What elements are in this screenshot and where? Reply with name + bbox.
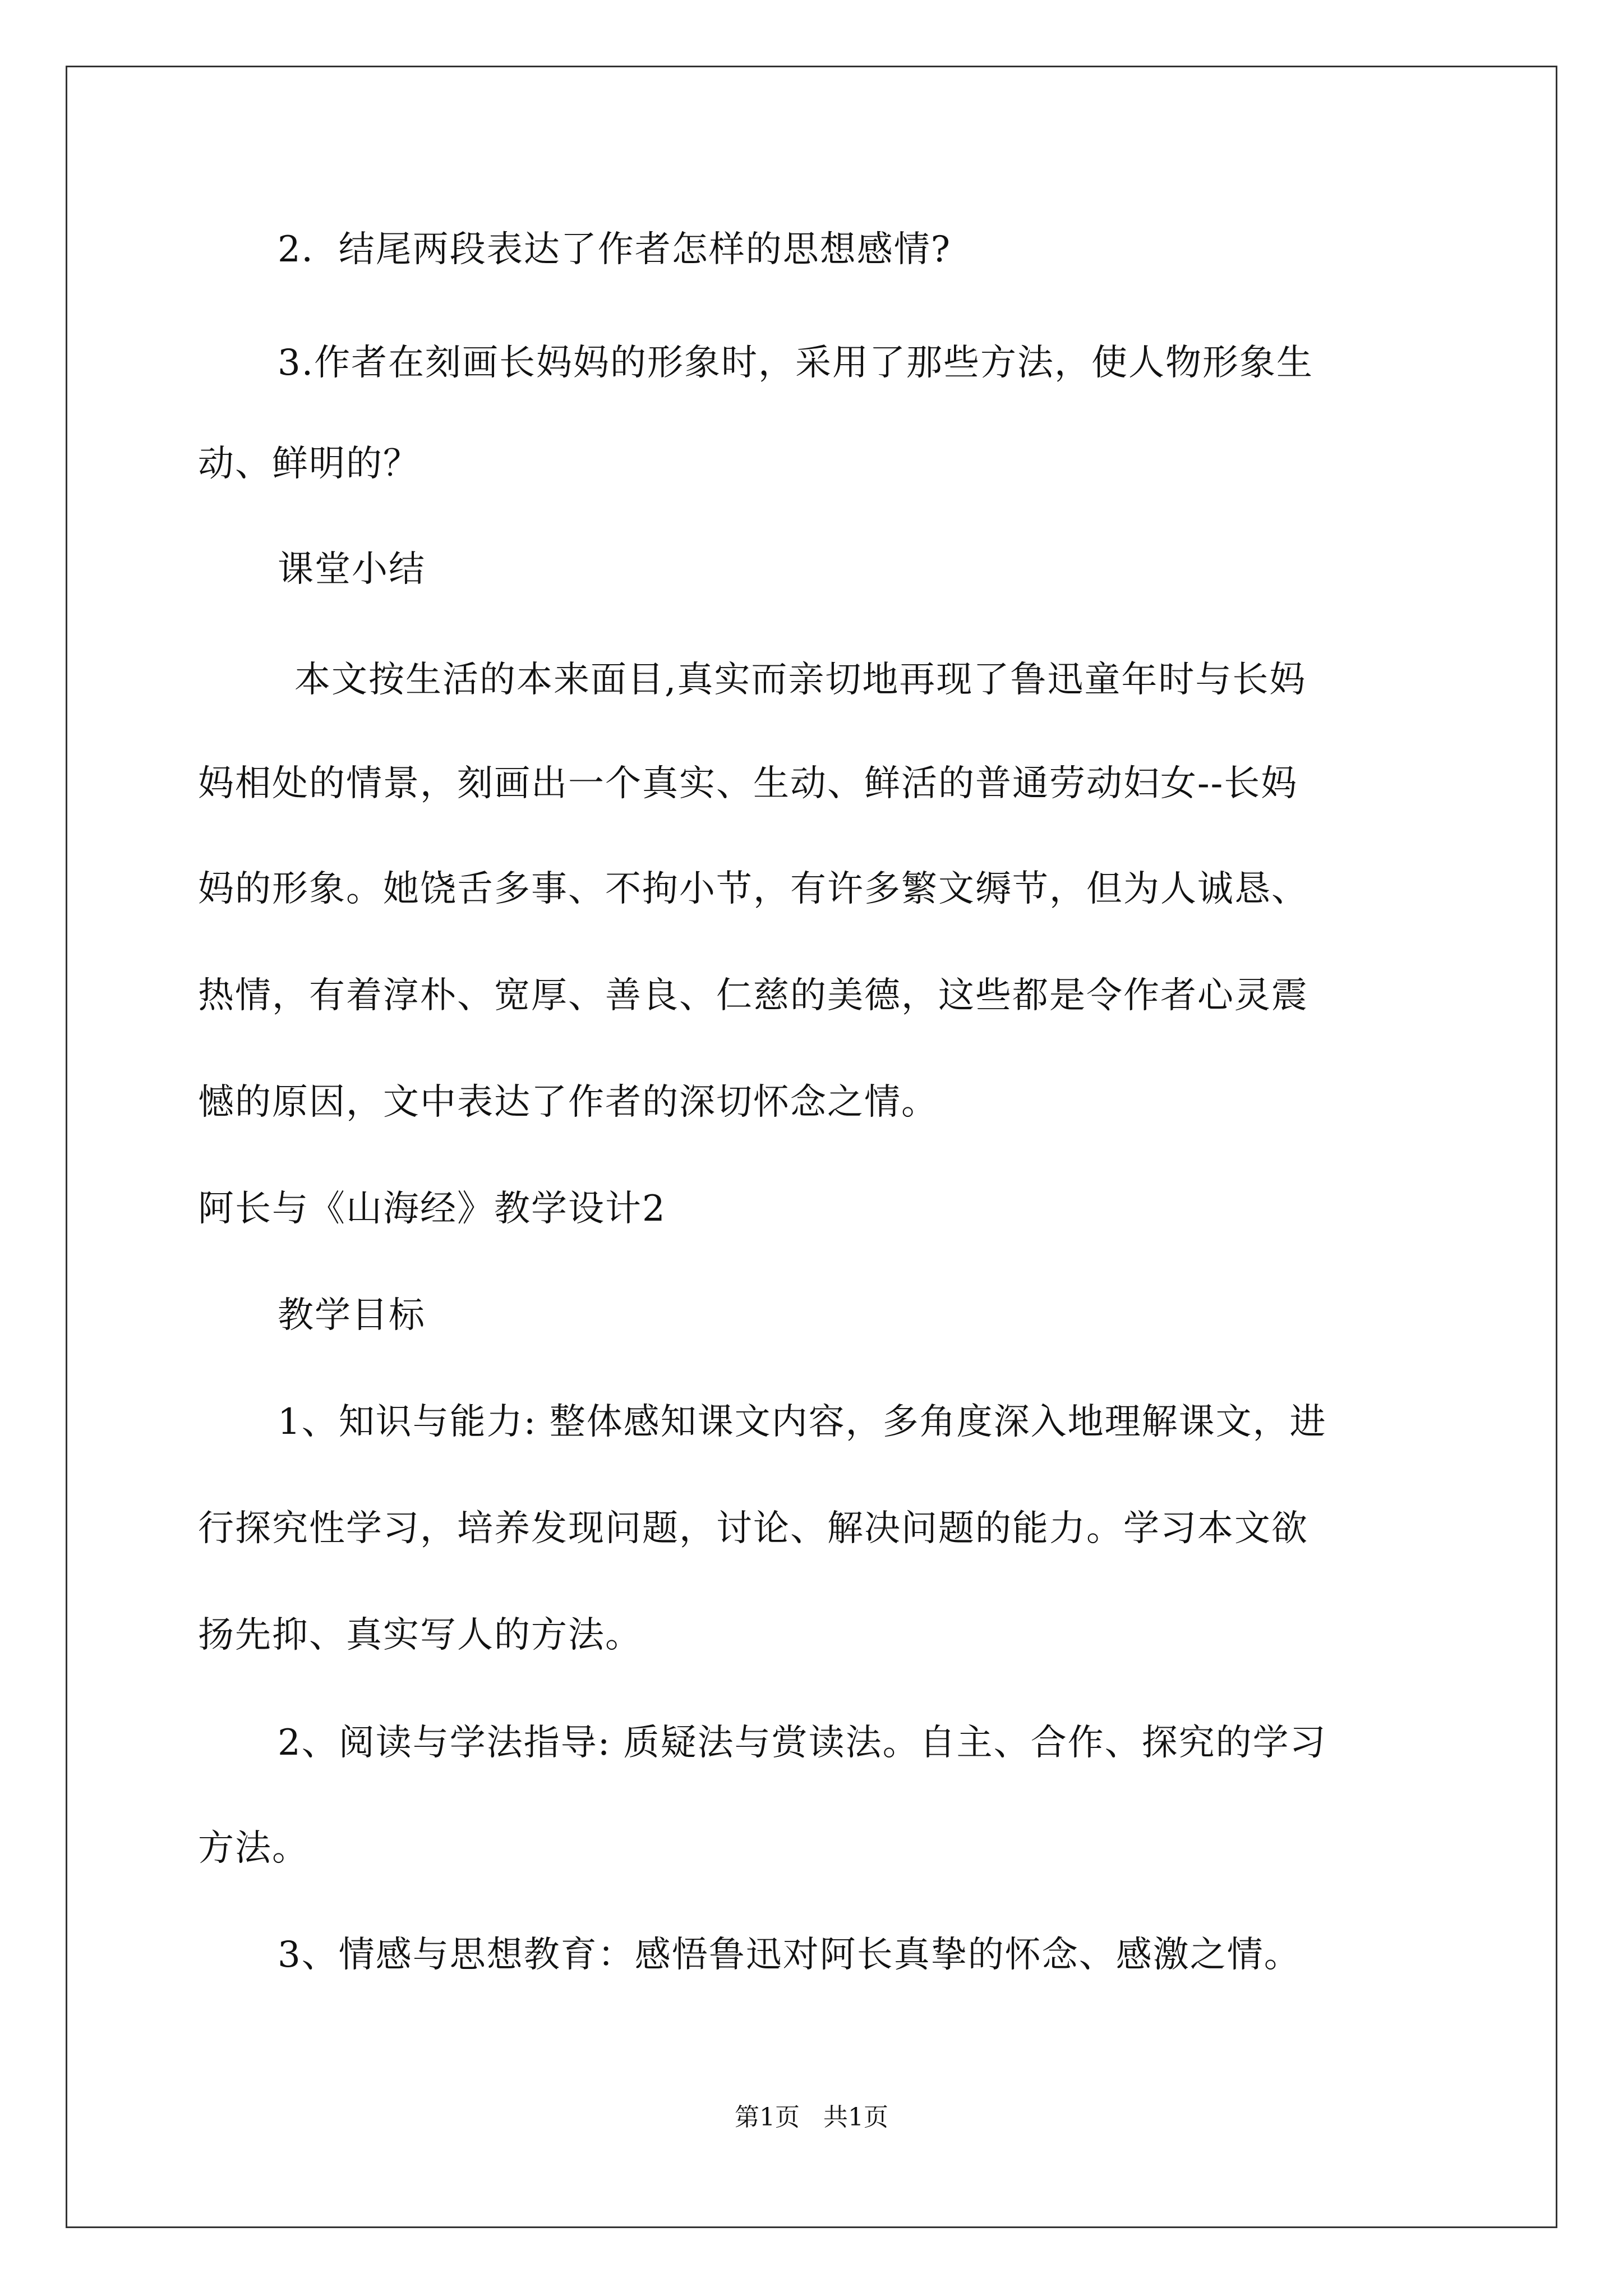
question-2: 2．结尾两段表达了作者怎样的思想感情? <box>278 229 952 270</box>
summary-line-2: 妈相处的情景，刻画出一个真实、生动、鲜活的普通劳动妇女--长妈 <box>198 763 1298 804</box>
summary-line-4: 热情，有着淳朴、宽厚、善良、仁慈的美德，这些都是令作者心灵震 <box>198 975 1308 1016</box>
section-heading-objectives: 教学目标 <box>278 1295 426 1336</box>
objective-2-line-1: 2、阅读与学法指导: 质疑法与赏读法。自主、合作、探究的学习 <box>278 1722 1327 1764</box>
objective-2-line-2: 方法。 <box>198 1828 309 1869</box>
objective-1-line-1: 1、知识与能力: 整体感知课文内容，多角度深入地理解课文，进 <box>278 1401 1327 1443</box>
objective-3: 3、情感与思想教育：感悟鲁迅对阿长真挚的怀念、感激之情。 <box>278 1934 1301 1976</box>
summary-line-1: 本文按生活的本来面目,真实而亲切地再现了鲁迅童年时与长妈 <box>294 659 1307 701</box>
page-border <box>66 66 1557 2228</box>
section-heading-summary: 课堂小结 <box>278 549 426 590</box>
page-number: 第1页 <box>735 2103 800 2132</box>
page-footer <box>0 2101 1623 2134</box>
summary-line-3: 妈的形象。她饶舌多事、不拘小节，有许多繁文缛节，但为人诚恳、 <box>198 868 1308 910</box>
summary-line-5: 憾的原因，文中表达了作者的深切怀念之情。 <box>198 1082 938 1123</box>
question-3-line-1: 3.作者在刻画长妈妈的形象时，采用了那些方法，使人物形象生 <box>278 342 1314 384</box>
design-2-title: 阿长与《山海经》教学设计2 <box>198 1188 666 1230</box>
question-3-line-2: 动、鲜明的？ <box>198 443 420 485</box>
objective-1-line-2: 行探究性学习，培养发现问题，讨论、解决问题的能力。学习本文欲 <box>198 1508 1308 1549</box>
page-total: 共1页 <box>823 2103 888 2132</box>
objective-1-line-3: 扬先抑、真实写人的方法。 <box>198 1614 642 1656</box>
